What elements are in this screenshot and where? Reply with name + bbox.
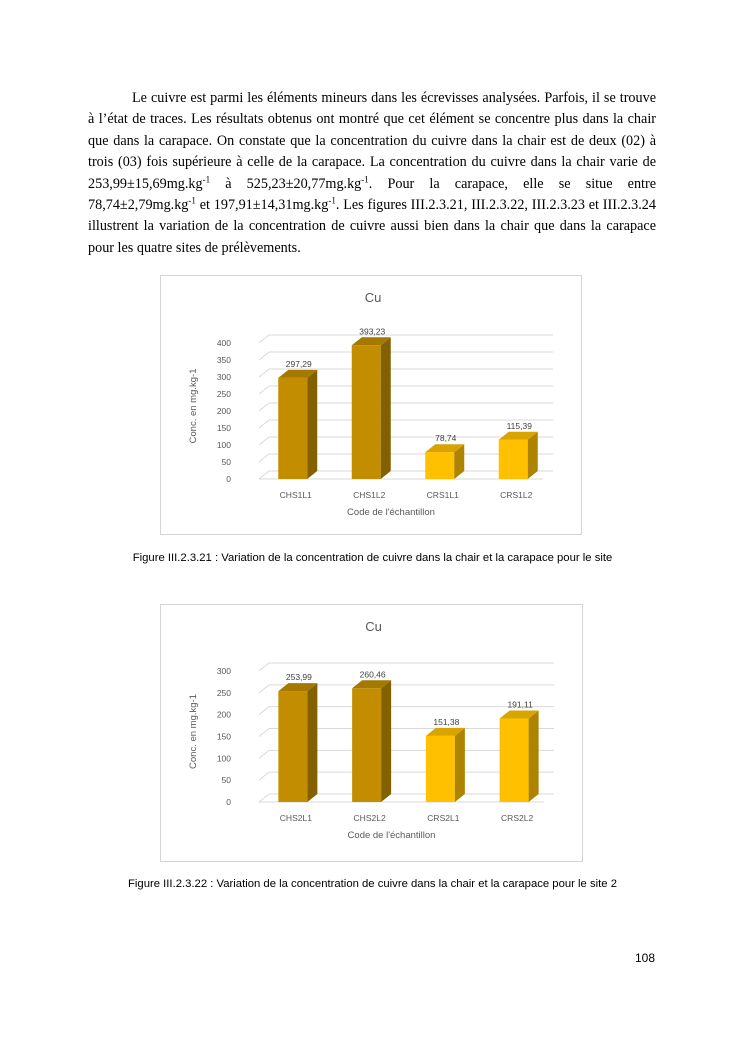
gridline-depth xyxy=(259,772,269,780)
exponent: -1 xyxy=(188,195,196,206)
x-tick-label: CHS2L2 xyxy=(353,813,386,823)
data-label: 151,38 xyxy=(433,716,460,727)
x-tick-label: CRS1L1 xyxy=(426,490,459,500)
bar-side xyxy=(528,432,538,479)
y-tick-label: 150 xyxy=(216,731,231,742)
x-axis-title: Code de l'échantillon xyxy=(347,830,436,841)
y-tick-label: 100 xyxy=(216,753,231,764)
bar-side xyxy=(455,728,465,802)
x-tick-label: CRS1L2 xyxy=(500,490,533,500)
gridline-depth xyxy=(259,352,269,360)
gridline-depth xyxy=(259,420,269,428)
y-tick-label: 400 xyxy=(216,338,231,348)
bar xyxy=(278,378,307,479)
bar-side xyxy=(307,370,317,479)
text-segment: . Pour la carapace, elle se situe entre 78,74±2,79mg.kg xyxy=(88,175,656,214)
gridline-depth xyxy=(259,707,269,715)
y-tick-label: 200 xyxy=(216,709,231,720)
chart-cu-site2 xyxy=(160,604,583,862)
y-axis-title: Conc. en mg.kg-1 xyxy=(188,694,199,769)
exponent: -1 xyxy=(202,173,211,184)
bar xyxy=(499,440,528,479)
bar-side xyxy=(381,337,391,479)
x-tick-label: CRS2L1 xyxy=(427,813,460,823)
y-tick-label: 250 xyxy=(216,389,231,399)
x-tick-label: CHS1L2 xyxy=(353,490,386,500)
gridline-depth xyxy=(259,471,269,479)
y-tick-label: 50 xyxy=(221,457,231,467)
chart-cu-site1 xyxy=(160,275,582,535)
text-segment: . Les figures III.2.3.21, III.2.3.22, III.2.3.23 et III.2.3.24 illustrent la variation de la concentration de cuivre aussi bien dans la chair que dans la carapace pour les quatre sites de prélèvements. xyxy=(88,197,656,256)
y-tick-label: 200 xyxy=(216,406,231,416)
data-label: 260,46 xyxy=(359,669,386,680)
chart-title: Cu xyxy=(364,290,382,305)
bar xyxy=(500,719,529,802)
gridline-depth xyxy=(259,386,269,394)
y-tick-label: 50 xyxy=(221,775,231,786)
chart-title: Cu xyxy=(365,619,382,634)
y-tick-label: 300 xyxy=(216,666,231,676)
page-number: 108 xyxy=(634,951,655,965)
bar-side xyxy=(381,680,391,802)
bar xyxy=(425,452,454,479)
data-label: 78,74 xyxy=(435,433,457,444)
bar xyxy=(426,736,455,802)
gridline-depth xyxy=(259,685,269,693)
x-tick-label: CHS2L1 xyxy=(279,813,312,823)
gridline-depth xyxy=(259,729,269,737)
bar xyxy=(352,688,381,802)
text-segment: et 197,91±14,31mg.kg xyxy=(195,197,329,214)
y-tick-label: 0 xyxy=(226,797,231,807)
y-tick-label: 350 xyxy=(216,355,231,365)
y-axis-title: Conc. en mg.kg-1 xyxy=(188,368,199,444)
figure-caption-22: Figure III.2.3.22 : Variation de la concentration de cuivre dans la chair et la carapace pour le site 2 xyxy=(128,878,617,890)
data-label: 115,39 xyxy=(506,420,532,431)
y-tick-label: 150 xyxy=(216,423,231,433)
text-segment: Le cuivre est parmi les éléments mineurs dans les écrevisses analysées. Parfois, il se trouve à l’état de traces. Les résultats obtenus ont montré que cet élément se concentre plus dans la chair que dans la carapace. On constate que la concentration du cuivre dans la chair est de deux (02) à trois (03) fois supérieure à celle de la carapace. La concentration du cuivre dans la chair varie de 253,99±15,69mg.kg xyxy=(88,90,656,192)
bar xyxy=(352,345,381,479)
x-tick-label: CHS1L1 xyxy=(279,490,312,500)
exponent: -1 xyxy=(328,195,336,206)
y-tick-label: 250 xyxy=(216,687,231,698)
y-tick-label: 300 xyxy=(216,372,231,382)
gridline-depth xyxy=(259,454,269,462)
data-label: 253,99 xyxy=(285,672,312,683)
body-paragraph xyxy=(88,88,656,259)
y-tick-label: 100 xyxy=(216,440,231,450)
chart-svg xyxy=(161,605,582,861)
gridline-depth xyxy=(259,663,269,671)
bar xyxy=(278,691,307,802)
figure-caption-21: Figure III.2.3.21 : Variation de la concentration de cuivre dans la chair et la carapace pour le site xyxy=(132,552,613,564)
data-label: 191,11 xyxy=(507,699,533,710)
gridline-depth xyxy=(259,794,269,802)
y-tick-label: 0 xyxy=(226,474,231,484)
gridline-depth xyxy=(259,335,269,343)
data-label: 393,23 xyxy=(359,326,386,337)
data-label: 297,29 xyxy=(285,358,312,369)
gridline-depth xyxy=(259,437,269,445)
bar-side xyxy=(529,711,539,802)
x-axis-title: Code de l'échantillon xyxy=(347,507,435,518)
gridline-depth xyxy=(259,403,269,411)
bar-side xyxy=(307,683,317,802)
text-segment: à 525,23±20,77mg.kg xyxy=(210,175,362,192)
x-tick-label: CRS2L2 xyxy=(501,813,534,823)
gridline-depth xyxy=(259,369,269,377)
exponent: -1 xyxy=(361,173,369,184)
gridline-depth xyxy=(259,750,269,758)
chart-svg xyxy=(161,276,581,534)
